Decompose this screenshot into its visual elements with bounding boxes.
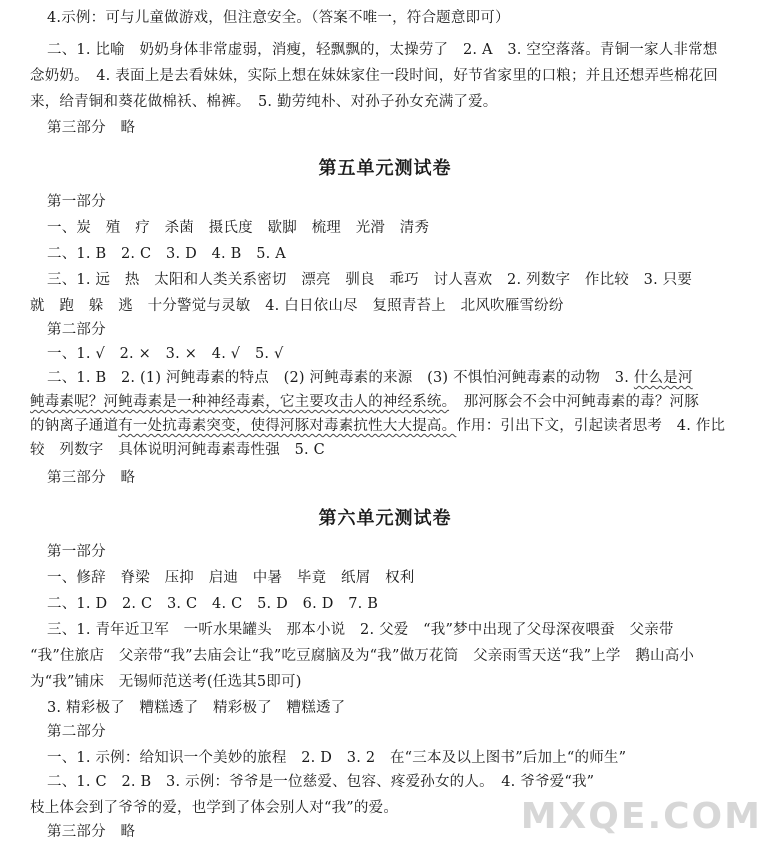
text-line: 二、1. C 2. B 3. 示例：爷爷是一位慈爱、包容、疼爱孙女的人。 4. 爷爷爱“我” bbox=[47, 774, 595, 790]
wavy-underlined-text: 什么是河 bbox=[633, 370, 693, 386]
text-line: 3. 精彩极了 糟糕透了 精彩极了 糟糕透了 bbox=[47, 700, 346, 716]
section-label: 第一部分 bbox=[47, 544, 106, 560]
text-line: 4.示例：可与儿童做游戏，但注意安全。（答案不唯一，符合题意即可） bbox=[47, 10, 510, 26]
text-line: 二、1. 比喻 奶奶身体非常虚弱，消瘦，轻飘飘的，太操劳了 2. A 3. 空空落落。青铜一家人非常想 bbox=[47, 42, 718, 58]
text-line: 就 跑 躲 逃 十分警觉与灵敏 4. 白日依山尽 复照青苔上 北风吹雁雪纷纷 bbox=[30, 298, 564, 314]
section-label: 第三部分 略 bbox=[47, 824, 136, 840]
text-line: 二、1. B 2. C 3. D 4. B 5. A bbox=[47, 246, 286, 262]
text-line: 较 列数字 具体说明河鲀毒素毒性强 5. C bbox=[30, 442, 325, 458]
section-label: 第一部分 bbox=[47, 194, 106, 210]
watermark-logo: MXQE.COM bbox=[520, 796, 762, 837]
text-line: 的钠离子通道有一处抗毒素突变，使得河豚对毒素抗性大大提高。作用：引出下文，引起读者思考 4. 作比 bbox=[30, 418, 726, 434]
text-line: 一、炭 殖 疗 杀菌 摄氏度 歇脚 梳理 光滑 清秀 bbox=[47, 220, 430, 236]
text-line: 三、1. 青年近卫军 一听水果罐头 那本小说 2. 父爱 “我”梦中出现了父母深夜喂蚕 父亲带 bbox=[47, 622, 674, 638]
wavy-underlined-text: 有一处抗毒素突变，使得河豚对毒素抗性大大提高。 bbox=[118, 418, 457, 434]
text-line: 念奶奶。 4. 表面上是去看妹妹，实际上想在妹妹家住一段时间，好节省家里的口粮；并且还想弄些棉花回 bbox=[30, 68, 718, 84]
text-line: 二、1. B 2. (1) 河鲀毒素的特点 (2) 河鲀毒素的来源 (3) 不惧怕河鲀毒素的动物 3. 什么是河 bbox=[47, 370, 693, 386]
text-line: 为“我”铺床 无锡师范送考(任选其5即可) bbox=[30, 674, 302, 690]
unit6-title: 第六单元测试卷 bbox=[318, 508, 452, 529]
section-label: 第三部分 略 bbox=[47, 470, 136, 486]
section-label: 第三部分 略 bbox=[47, 120, 136, 136]
wavy-underlined-text: 鲀毒素呢？河鲀毒素是一种神经毒素，它主要攻击人的神经系统。 bbox=[30, 394, 450, 410]
unit5-title: 第五单元测试卷 bbox=[318, 158, 452, 179]
text-line: 一、1. 示例：给知识一个美妙的旅程 2. D 3. 2 在“三本及以上图书”后加上“的师生” bbox=[47, 750, 627, 766]
text-line: 一、修辞 脊梁 压抑 启迪 中暑 毕竟 纸屑 权利 bbox=[47, 570, 415, 586]
text-line: 三、1. 远 热 太阳和人类关系密切 漂亮 驯良 乖巧 讨人喜欢 2. 列数字 作比较 3. 只要 bbox=[47, 272, 693, 288]
text-line: 来，给青铜和葵花做棉袄、棉裤。 5. 勤劳纯朴、对孙子孙女充满了爱。 bbox=[30, 94, 498, 110]
text-line: 二、1. D 2. C 3. C 4. C 5. D 6. D 7. B bbox=[47, 596, 379, 612]
section-label: 第二部分 bbox=[47, 724, 106, 740]
section-label: 第二部分 bbox=[47, 322, 106, 338]
text-line: “我”住旅店 父亲带“我”去庙会让“我”吃豆腐脑及为“我”做万花筒 父亲雨雪天送“我”上学 鹅山高小 bbox=[30, 648, 695, 664]
text-line: 鲀毒素呢？河鲀毒素是一种神经毒素，它主要攻击人的神经系统。 那河豚会不会中河鲀毒素的毒？河豚 bbox=[30, 394, 699, 410]
text-line: 枝上体会到了爷爷的爱，也学到了体会别人对“我”的爱。 bbox=[30, 800, 399, 816]
text-line: 一、1. √ 2. × 3. × 4. √ 5. √ bbox=[47, 346, 284, 362]
